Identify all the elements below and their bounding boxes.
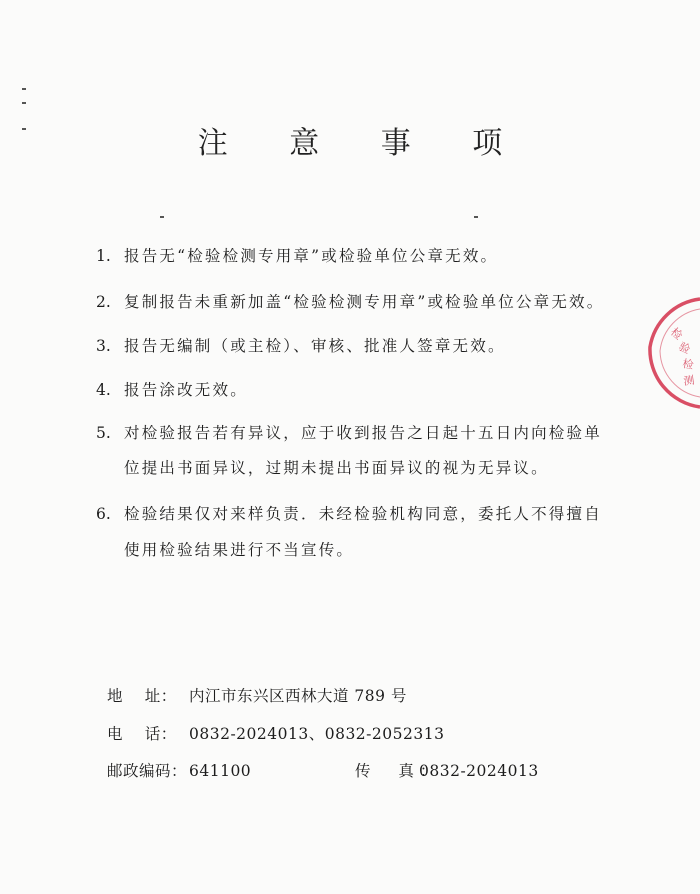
item-number: 3. [96, 337, 111, 355]
notice-item-5-continued: 位提出书面异议，过期未提出书面异议的视为无异议。 [124, 459, 549, 477]
notice-item-5 [96, 421, 602, 443]
fax-line [355, 759, 539, 781]
notice-item-1 [96, 244, 498, 266]
address-value: 内江市东兴区西林大道 789 号 [189, 687, 407, 705]
item-text: 报告涂改无效。 [124, 381, 248, 399]
svg-text:检: 检 [681, 357, 695, 372]
scan-mark [22, 102, 26, 104]
address-line [107, 684, 407, 706]
partial-seal-stamp [600, 295, 700, 415]
item-text: 复制报告未重新加盖“检验检测专用章”或检验单位公章无效。 [124, 293, 605, 311]
notice-item-3 [96, 334, 506, 356]
phone-line [107, 722, 444, 744]
svg-text:验: 验 [676, 339, 693, 357]
fax-label: 传 真： [355, 762, 442, 780]
item-text: 报告无“检验检测专用章”或检验单位公章无效。 [124, 247, 499, 265]
item-number: 5. [96, 424, 111, 442]
item-number: 4. [96, 381, 111, 399]
postcode-line [107, 759, 251, 781]
scan-mark [22, 88, 26, 90]
scan-mark [160, 216, 164, 218]
scan-mark [474, 216, 478, 218]
notice-item-4 [96, 378, 248, 400]
item-text: 对检验报告若有异议，应于收到报告之日起十五日内向检验单 [124, 424, 602, 442]
item-text: 报告无编制（或主检）、审核、批准人签章无效。 [124, 337, 506, 355]
item-text: 检验结果仅对来样负责．未经检验机构同意，委托人不得擅自 [124, 505, 602, 523]
notice-item-6-continued: 使用检验结果进行不当宣传。 [124, 541, 355, 559]
item-number: 1. [96, 247, 111, 265]
phone-value: 0832-2024013、0832-2052313 [189, 725, 445, 743]
postcode-value: 641100 [189, 762, 252, 780]
svg-text:检: 检 [668, 325, 685, 343]
fax-value: 0832-2024013 [419, 762, 539, 780]
address-label: 地 址： [107, 687, 177, 705]
notice-item-2 [96, 290, 604, 312]
page-title: 注 意 事 项 [197, 126, 529, 161]
phone-label: 电 话： [107, 725, 177, 743]
postcode-label: 邮政编码： [107, 762, 188, 780]
svg-text:测: 测 [682, 373, 696, 388]
item-number: 2. [96, 293, 111, 311]
notice-item-6 [96, 502, 602, 524]
item-number: 6. [96, 505, 111, 523]
